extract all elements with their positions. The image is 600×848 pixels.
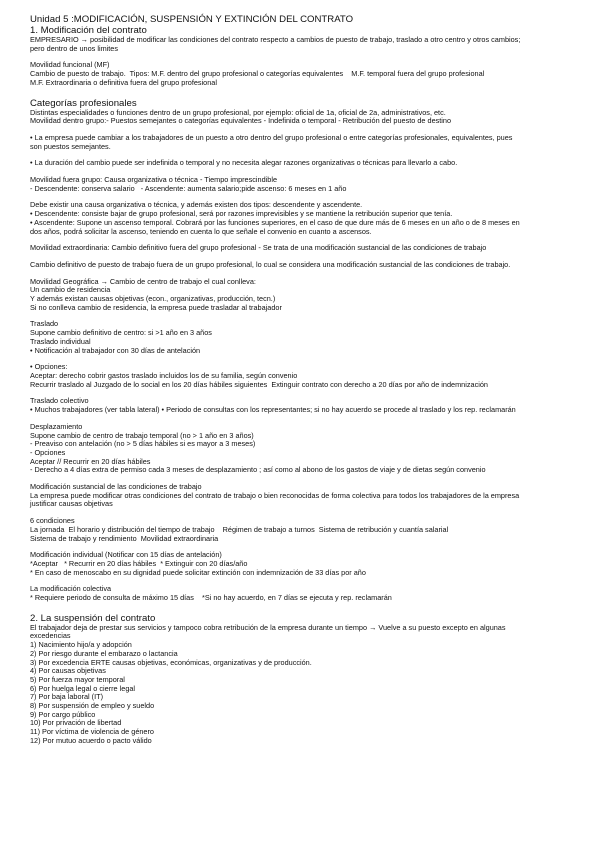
text-line: * Requiere periodo de consulta de máximo 15 días *Si no hay acuerdo, en 7 días se ejecuta y rep. reclamarán [30, 593, 392, 603]
list-item: 1) Nacimiento hijo/a y adopción [30, 640, 132, 650]
text-line: *Aceptar * Recurrir en 20 días hábiles * Extinguir con 20 días/año [30, 558, 248, 568]
text-line: - Opciones [30, 447, 66, 457]
text-line: son puestos semejantes. [30, 141, 111, 151]
intro-paragraph [30, 36, 586, 53]
movilidad-extraordinaria-paragraph: Movilidad extraordinaria: Cambio definitivo fuera del grupo profesional - Se trata de una modificación sustancial de las condiciones de trabajo [30, 243, 487, 253]
text-line: La jornada El horario y distribución del tiempo de trabajo Régimen de trabajo a turnos Sistema de retribución y cuantía salarial [30, 524, 449, 534]
text-line: M.F. Extraordinaria o definitiva fuera del grupo profesional [30, 77, 217, 87]
modificacion-colectiva-block [30, 585, 586, 602]
section-heading-suspension: 2. La suspensión del contrato [30, 612, 156, 624]
text-line: Movilidad Geográfica → Cambio de centro de trabajo el cual conlleva: [30, 276, 256, 286]
modificacion-sustancial-block [30, 483, 586, 509]
cambio-definitivo-paragraph: Cambio definitivo de puesto de trabajo fuera de un grupo profesional, lo cual se considera una modificación sustancial de las condiciones de trabajo. [30, 259, 511, 269]
traslado-colectivo-block [30, 397, 586, 414]
list-item: 9) Por cargo público [30, 709, 96, 719]
text-line: Supone cambio definitivo de centro: si >1 año en 3 años [30, 328, 212, 338]
list-item: 7) Por baja laboral (IT) [30, 692, 103, 702]
condiciones-block [30, 517, 586, 543]
suspension-list [30, 641, 586, 745]
desplazamiento-block [30, 423, 586, 475]
text-line: Movilidad fuera grupo: Causa organizativa o técnica - Tiempo imprescindible [30, 175, 278, 185]
categorias-block [30, 109, 586, 126]
list-item: 4) Por causas objetivas [30, 666, 106, 676]
categorias-heading: Categorías profesionales [30, 97, 137, 109]
document-title: Unidad 5 :MODIFICACIÓN, SUSPENSIÓN Y EXTINCIÓN DEL CONTRATO [30, 14, 354, 25]
text-line: • Notificación al trabajador con 30 días de antelación [30, 345, 201, 355]
text-line: * En caso de menoscabo en su dignidad puede solicitar extinción con indemnización de 33 días por año [30, 567, 366, 577]
list-item: 12) Por mutuo acuerdo o pacto válido [30, 735, 152, 745]
list-item: 5) Por fuerza mayor temporal [30, 674, 125, 684]
text-line: Movilidad funcional (MF) [30, 60, 110, 70]
text-line: Sistema de trabajo y rendimiento Movilidad extraordinaria [30, 533, 219, 543]
text-line: • La empresa puede cambiar a los trabajadores de un puesto a otro dentro del grupo profesional o entre categorías profesionales, equivalentes, pues [30, 132, 513, 142]
movilidad-fuera-grupo-block [30, 176, 586, 193]
list-item: 6) Por huelga legal o cierre legal [30, 683, 136, 693]
causa-block [30, 201, 586, 236]
list-item: 10) Por privación de libertad [30, 718, 122, 728]
cambio-paragraph [30, 134, 586, 151]
section-heading-modificacion: 1. Modificación del contrato [30, 25, 147, 36]
text-line: Cambio de puesto de trabajo. Tipos: M.F. dentro del grupo profesional o categorías equivalentes M.F. temporal fuera del grupo profesional [30, 69, 485, 79]
text-line: EMPRESARIO → posibilidad de modificar las condiciones del contrato respecto a cambios de puesto de trabajo, traslado a otro centro y otros cambios; [30, 35, 521, 44]
text-line: Modificación individual (Notificar con 15 días de antelación) [30, 550, 222, 560]
text-line: Desplazamiento [30, 421, 83, 431]
text-line: Aceptar // Recurrir en 20 días hábiles [30, 456, 151, 466]
text-line: Traslado individual [30, 336, 91, 346]
text-line: Supone cambio de centro de trabajo temporal (no > 1 año en 3 años) [30, 430, 254, 440]
text-line: pero dentro de unos limites [30, 43, 119, 53]
text-line: Debe existir una causa organizativa o técnica, y además existen dos tipos: descendente y ascendente. [30, 200, 363, 210]
text-line: La modificación colectiva [30, 584, 112, 594]
text-line: Aceptar: derecho cobrir gastos traslado incluidos los de su familia, según convenio [30, 370, 298, 380]
text-line: Traslado [30, 319, 59, 329]
text-line: El trabajador deja de prestar sus servicios y tampoco cobra retribución de la empresa durante un tiempo → Vuelve a su puesto excepto en algunas [30, 622, 506, 632]
text-line: Un cambio de residencia [30, 285, 111, 295]
text-line: Distintas especialidades o funciones dentro de un grupo profesional, por ejemplo: oficial de 1a, oficial de 2a, administrativos, etc. [30, 107, 446, 117]
text-line: Modificación sustancial de las condiciones de trabajo [30, 482, 202, 492]
text-line: - Descendente: conserva salario - Ascendente: aumenta salario;pide ascenso: 6 meses en 1 año [30, 183, 347, 193]
traslado-block [30, 320, 586, 355]
suspension-intro [30, 624, 586, 641]
text-line: dos años, podrá solicitar la ascenso, teniendo en cuenta lo que señale el convenio en cuanto a ascensos. [30, 226, 372, 236]
movilidad-geografica-block [30, 278, 586, 313]
text-line: Traslado colectivo [30, 396, 89, 406]
list-item: 11) Por víctima de violencia de género [30, 727, 154, 737]
text-line: - Derecho a 4 días extra de permiso cada 3 meses de desplazamiento ; así como al abono de los gastos de viaje y de dietas según convenio [30, 465, 486, 475]
movilidad-funcional-block [30, 61, 586, 87]
duracion-paragraph: • La duración del cambio puede ser indefinida o temporal y no necesita alegar razones organizativas o técnicas para llevarlo a cabo. [30, 158, 458, 168]
text-line: Recurrir traslado al Juzgado de lo social en los 20 días hábiles siguientes Extinguir contrato con derecho a 20 días por año de indemnización [30, 379, 488, 389]
text-line: La empresa puede modificar otras condiciones del contrato de trabajo o bien reconocidas de forma colectiva para todos los trabajadores de la empresa [30, 490, 520, 500]
text-line: • Opciones: [30, 362, 68, 372]
list-item: 3) Por excedencia ERTE causas objetivas, económicas, organizativas y de producción. [30, 657, 312, 667]
modificacion-individual-block [30, 551, 586, 577]
opciones-block [30, 363, 586, 389]
list-item: 8) Por suspensión de empleo y sueldo [30, 701, 155, 711]
text-line: Y además existan causas objetivas (econ., organizativas, producción, tecn.) [30, 294, 276, 304]
text-line: • Muchos trabajadores (ver tabla lateral) • Periodo de consultas con los representantes; si no hay acuerdo se procede al traslado y los rep. reclamarán [30, 405, 516, 415]
text-line: Movilidad dentro grupo:- Puestos semejantes o categorías equivalentes - Indefinida o temporal - Retribución del puesto de destino [30, 116, 452, 126]
text-line: - Preaviso con antelación (no > 5 días hábiles si es mayor a 3 meses) [30, 439, 256, 449]
text-line: 6 condiciones [30, 516, 75, 526]
text-line: excedencias [30, 631, 71, 641]
list-item: 2) Por riesgo durante el embarazo o lactancia [30, 648, 178, 658]
text-line: Si no conlleva cambio de residencia, la empresa puede trasladar al trabajador [30, 302, 282, 312]
text-line: • Descendente: consiste bajar de grupo profesional, será por razones imprevisibles y se mantiene la retribución superior que tenía. [30, 209, 453, 219]
text-line: • Ascendente: Supone un ascenso temporal. Cobrará por las funciones superiores, en el caso de que dure más de 6 meses en un año o de 8 meses en [30, 217, 520, 227]
text-line: justificar causas objetivas [30, 499, 113, 509]
